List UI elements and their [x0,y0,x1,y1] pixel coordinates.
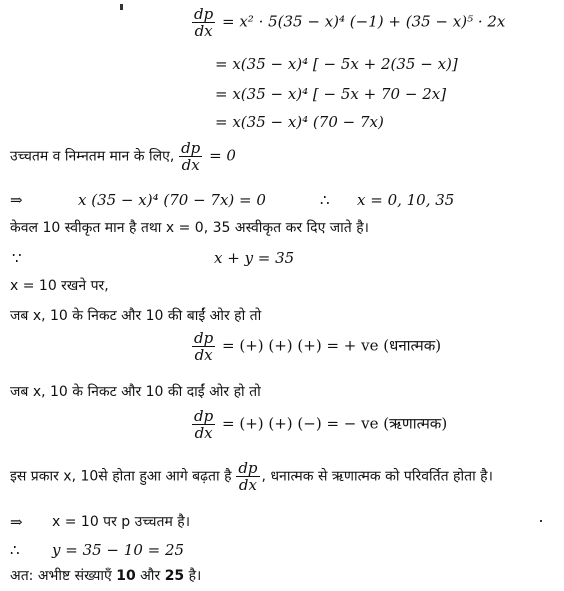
because-symbol: ∵ [12,249,22,267]
right-of-10-note: जब x, 10 के निकट और 10 की दाईं ओर हो तो [10,384,261,400]
therefore-symbol: ∴ [320,191,330,209]
implies-symbol: ⇒ [10,513,23,531]
derivative-line-3: = x(35 − x)⁴ [ − 5x + 70 − 2x] [215,85,447,103]
equation-rhs: = x² · 5(35 − x)⁴ (−1) + (35 − x)⁵ · 2x [222,12,506,31]
sign-left-line [192,330,441,363]
dp-dx-fraction: $\frac{dp}{dx}$ [194,407,214,442]
max-at-10-note: x = 10 पर p उच्चतम है। [52,514,191,530]
answer-number-1: 10 [116,568,136,584]
solve-equation: x (35 − x)⁴ (70 − 7x) = 0 [78,191,266,209]
derivative-line-1 [192,6,505,39]
sum-equation: x + y = 35 [214,249,295,267]
dp-dx-fraction: $\frac{dp}{dx}$ [181,139,201,174]
final-answer: अत: अभीष्ट संख्याएँ 10 और 25 है। [10,568,202,584]
derivative-line-4: = x(35 − x)⁴ (70 − 7x) [215,113,384,131]
implies-symbol: ⇒ [10,191,23,209]
scan-mark [120,4,123,10]
sign-change-conclusion: इस प्रकार x, 10से होता हुआ आगे बढ़ता है $\frac{dp}{dx}$ , धनात्मक से ऋणात्मक को परिवर्तित होता है। [10,459,493,494]
left-of-10-note: जब x, 10 के निकट और 10 की बाईं ओर हो तो [10,308,262,324]
sign-right-rhs: = (+) (+) (−) = − ve (ऋणात्मक) [222,414,448,433]
derivative-line-2: = x(35 − x)⁴ [ − 5x + 2(35 − x)] [215,55,458,73]
sign-right-line [192,408,447,441]
max-min-condition: उच्चतम व निम्नतम मान के लिए, $\frac{dp}{dx}$ = 0 [10,139,236,174]
solve-line [10,190,23,210]
substitute-note: x = 10 रखने पर, [10,278,109,294]
dp-dx-fraction: $\frac{dp}{dx}$ [238,459,258,494]
dp-dx-fraction: $\frac{dp}{dx}$ [194,329,214,364]
accepted-value-note: केवल 10 स्वीकृत मान है तथा x = 0, 35 अस्वीकृत कर दिए जाते है। [10,220,369,236]
answer-number-2: 25 [164,568,185,584]
scan-mark [540,520,542,522]
y-value-equation: y = 35 − 10 = 25 [52,541,185,559]
dp-dx-fraction: $\frac{dp}{dx}$ [194,5,214,40]
solve-roots: x = 0, 10, 35 [357,191,455,209]
therefore-symbol: ∴ [10,541,20,559]
sign-left-rhs: = (+) (+) (+) = + ve (धनात्मक) [222,336,442,355]
